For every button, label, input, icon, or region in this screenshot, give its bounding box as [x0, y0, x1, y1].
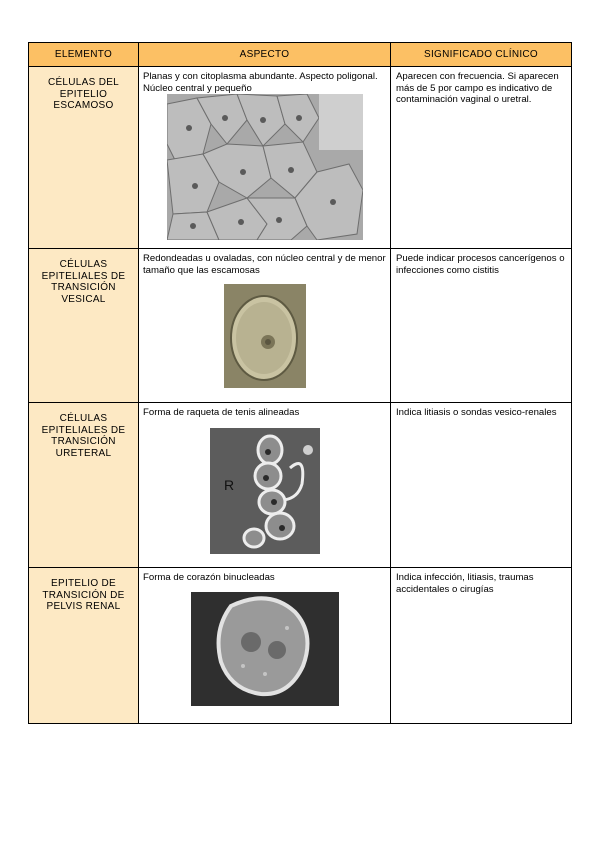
aspect-text: Planas y con citoplasma abundante. Aspecto poligonal. Núcleo central y pequeño	[143, 71, 378, 94]
micrograph-label: R	[223, 476, 234, 493]
header-row	[29, 43, 572, 67]
squamous-cells-micrograph-icon	[167, 94, 363, 240]
renal-pelvis-cell-micrograph-icon	[191, 592, 339, 706]
table-row	[29, 403, 572, 568]
clinical-significance: Indica litiasis o sondas vesico-renales	[391, 403, 572, 568]
clinical-significance: Indica infección, litiasis, traumas accidentales o cirugías	[391, 568, 572, 724]
header-elemento: ELEMENTO	[29, 43, 139, 67]
header-aspecto: ASPECTO	[139, 43, 391, 67]
element-name: CÉLULAS EPITELIALES DE TRANSICIÓN URETERAL	[29, 403, 139, 568]
table-row	[29, 67, 572, 249]
aspect-text: Forma de corazón binucleadas	[143, 572, 275, 583]
aspect-cell	[139, 249, 391, 403]
table-row	[29, 568, 572, 724]
aspect-cell	[139, 67, 391, 249]
ureteral-cells-micrograph-icon	[210, 428, 320, 554]
aspect-text: Forma de raqueta de tenis alineadas	[143, 407, 300, 418]
table-row	[29, 249, 572, 403]
aspect-cell	[139, 568, 391, 724]
clinical-significance: Puede indicar procesos cancerígenos o infecciones como cistitis	[391, 249, 572, 403]
aspect-cell	[139, 403, 391, 568]
vesical-cell-micrograph-icon	[224, 284, 306, 388]
epithelial-cells-table	[28, 42, 572, 724]
clinical-significance: Aparecen con frecuencia. Si aparecen más de 5 por campo es indicativo de contaminación vaginal o uretral.	[391, 67, 572, 249]
element-name: CÉLULAS DEL EPITELIO ESCAMOSO	[29, 67, 139, 249]
header-significado: SIGNIFICADO CLÍNICO	[391, 43, 572, 67]
element-name: CÉLULAS EPITELIALES DE TRANSICIÓN VESICAL	[29, 249, 139, 403]
aspect-text: Redondeadas u ovaladas, con núcleo central y de menor tamaño que las escamosas	[143, 253, 386, 276]
element-name: EPITELIO DE TRANSICIÓN DE PELVIS RENAL	[29, 568, 139, 724]
